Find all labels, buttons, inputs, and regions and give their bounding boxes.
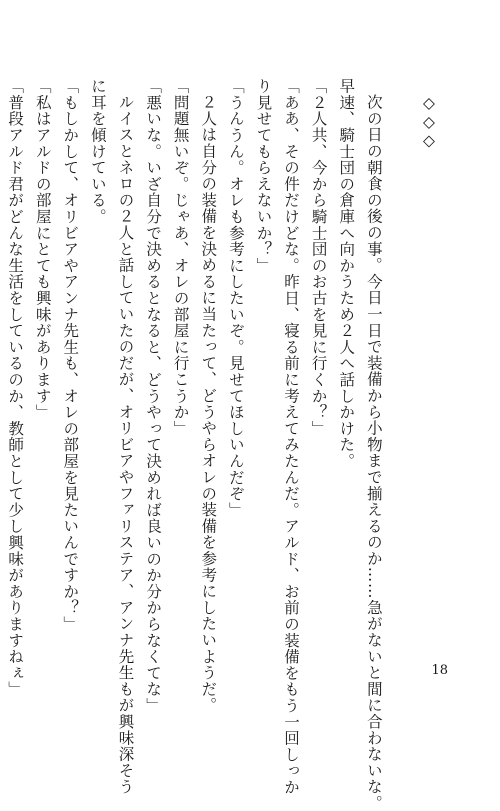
text-line: 「普段アルド君がどんな生活をしているのか、教師として少し興味がありますねぇ」: [6, 78, 25, 698]
text-line: り見せてもらえないか？」: [254, 78, 273, 274]
text-line: 早速、騎士団の倉庫へ向かうため２人へ話しかけた。: [337, 78, 356, 470]
text-line: ２人は自分の装備を決めるに当たって、どうやらオレの装備を参考にしたいようだ。: [199, 93, 218, 713]
text-line: 「うんうん。オレも参考にしたいぞ。見せてほしいんだぞ」: [226, 78, 245, 519]
page-number: 18: [431, 663, 448, 678]
text-line: 「問題無いぞ。じゃあ、オレの部屋に行こうか」: [171, 78, 190, 437]
text-line: 「ああ、その件だけどな。昨日、寝る前に考えてみたんだ。アルド、お前の装備をもう一回しっか: [282, 78, 301, 796]
text-line: に耳を傾けている。: [88, 78, 107, 225]
text-line: 「２人共、今から騎士団のお古を見に行くか？」: [309, 78, 328, 437]
text-line: 次の日の朝食の後の事。今日一日で装備から小物まで揃えるのか……急がないと間に合わないな。: [364, 93, 383, 811]
text-line: 「私はアルドの部屋にとても興味があります」: [33, 78, 52, 421]
text-line: ルイスとネロの２人と話していたのだが、オリビアやファリステア、アンナ先生もが興味深そう: [116, 93, 135, 795]
text-line: 「もしかして、オリビアやアンナ先生も、オレの部屋を見たいんですか？」: [61, 78, 80, 633]
text-line: 「悪いな。いざ自分で決めるとなると、どうやって決めれば良いのか分からなくてな」: [144, 78, 163, 714]
text-line: ◇◇◇: [420, 93, 438, 150]
